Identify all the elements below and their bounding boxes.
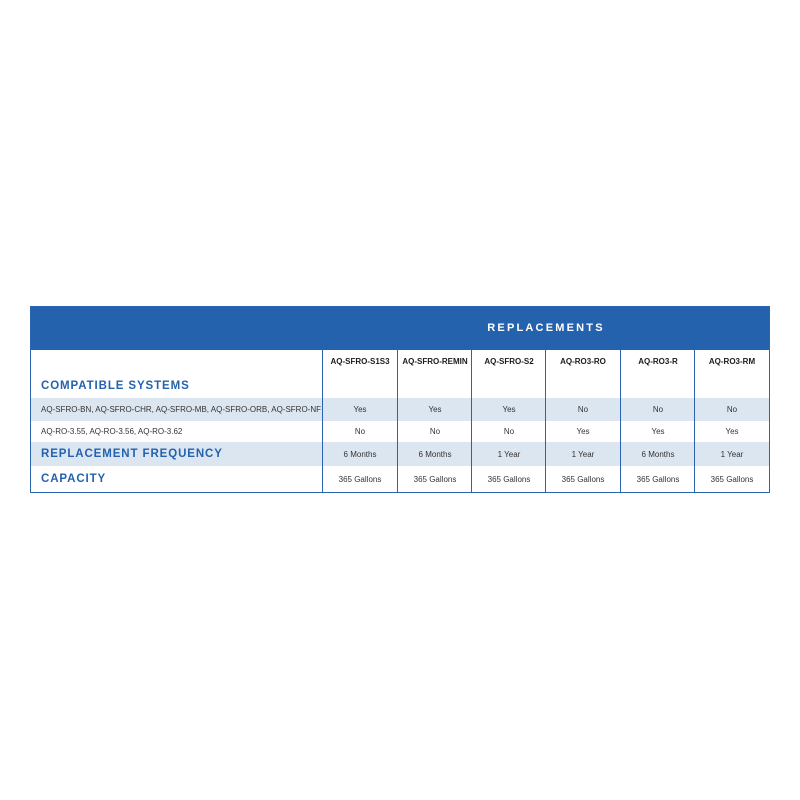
- table-cell: 365 Gallons: [487, 474, 531, 484]
- table-cell: 1 Year: [720, 449, 744, 459]
- table-cell: [621, 373, 695, 398]
- system-list-label: AQ-RO-3.55, AQ-RO-3.56, AQ-RO-3.62: [41, 427, 183, 436]
- table-cell: [472, 373, 546, 398]
- table-cell: No: [429, 427, 441, 436]
- table-cell: 6 Months: [641, 449, 675, 459]
- section-label: CAPACITY: [41, 473, 107, 485]
- table-cell: 1 Year: [497, 449, 521, 459]
- table-cell: 1 Year: [571, 449, 595, 459]
- table-cell: No: [577, 405, 589, 414]
- table-cell: No: [503, 427, 515, 436]
- column-header: AQ-SFRO-REMIN: [402, 357, 468, 366]
- table-cell: 365 Gallons: [338, 474, 382, 484]
- section-label: COMPATIBLE SYSTEMS: [41, 379, 190, 392]
- table-cell: Yes: [651, 427, 665, 436]
- column-header: AQ-RO3-RM: [708, 357, 756, 366]
- table-cell: 365 Gallons: [413, 474, 457, 484]
- table-cell: [323, 373, 397, 398]
- column-header: AQ-SFRO-S2: [484, 357, 534, 366]
- column-header: AQ-SFRO-S1S3: [330, 357, 390, 366]
- table-cell: 365 Gallons: [710, 474, 754, 484]
- column-header: AQ-RO3-RO: [560, 357, 606, 366]
- table-cell: 365 Gallons: [636, 474, 680, 484]
- table-cell: 6 Months: [418, 449, 452, 459]
- system-list-label: AQ-SFRO-BN, AQ-SFRO-CHR, AQ-SFRO-MB, AQ-SFRO-ORB, AQ-SFRO-NF: [41, 405, 322, 414]
- section-label: REPLACEMENT FREQUENCY: [41, 448, 223, 460]
- table-cell: 6 Months: [343, 449, 377, 459]
- table-cell: Yes: [428, 405, 442, 414]
- replacements-table: [30, 306, 770, 493]
- table-cell: Yes: [576, 427, 590, 436]
- replacements-title: REPLACEMENTS: [487, 322, 605, 334]
- table-cell: Yes: [353, 405, 367, 414]
- table-cell: [695, 373, 769, 398]
- table-cell: 365 Gallons: [561, 474, 605, 484]
- table-cell: No: [726, 405, 738, 414]
- table-cell: No: [652, 405, 664, 414]
- table-cell: Yes: [725, 427, 739, 436]
- table-cell: Yes: [502, 405, 516, 414]
- table-cell: No: [354, 427, 366, 436]
- table-cell: [398, 373, 472, 398]
- column-header: AQ-RO3-R: [638, 357, 678, 366]
- table-cell: [546, 373, 620, 398]
